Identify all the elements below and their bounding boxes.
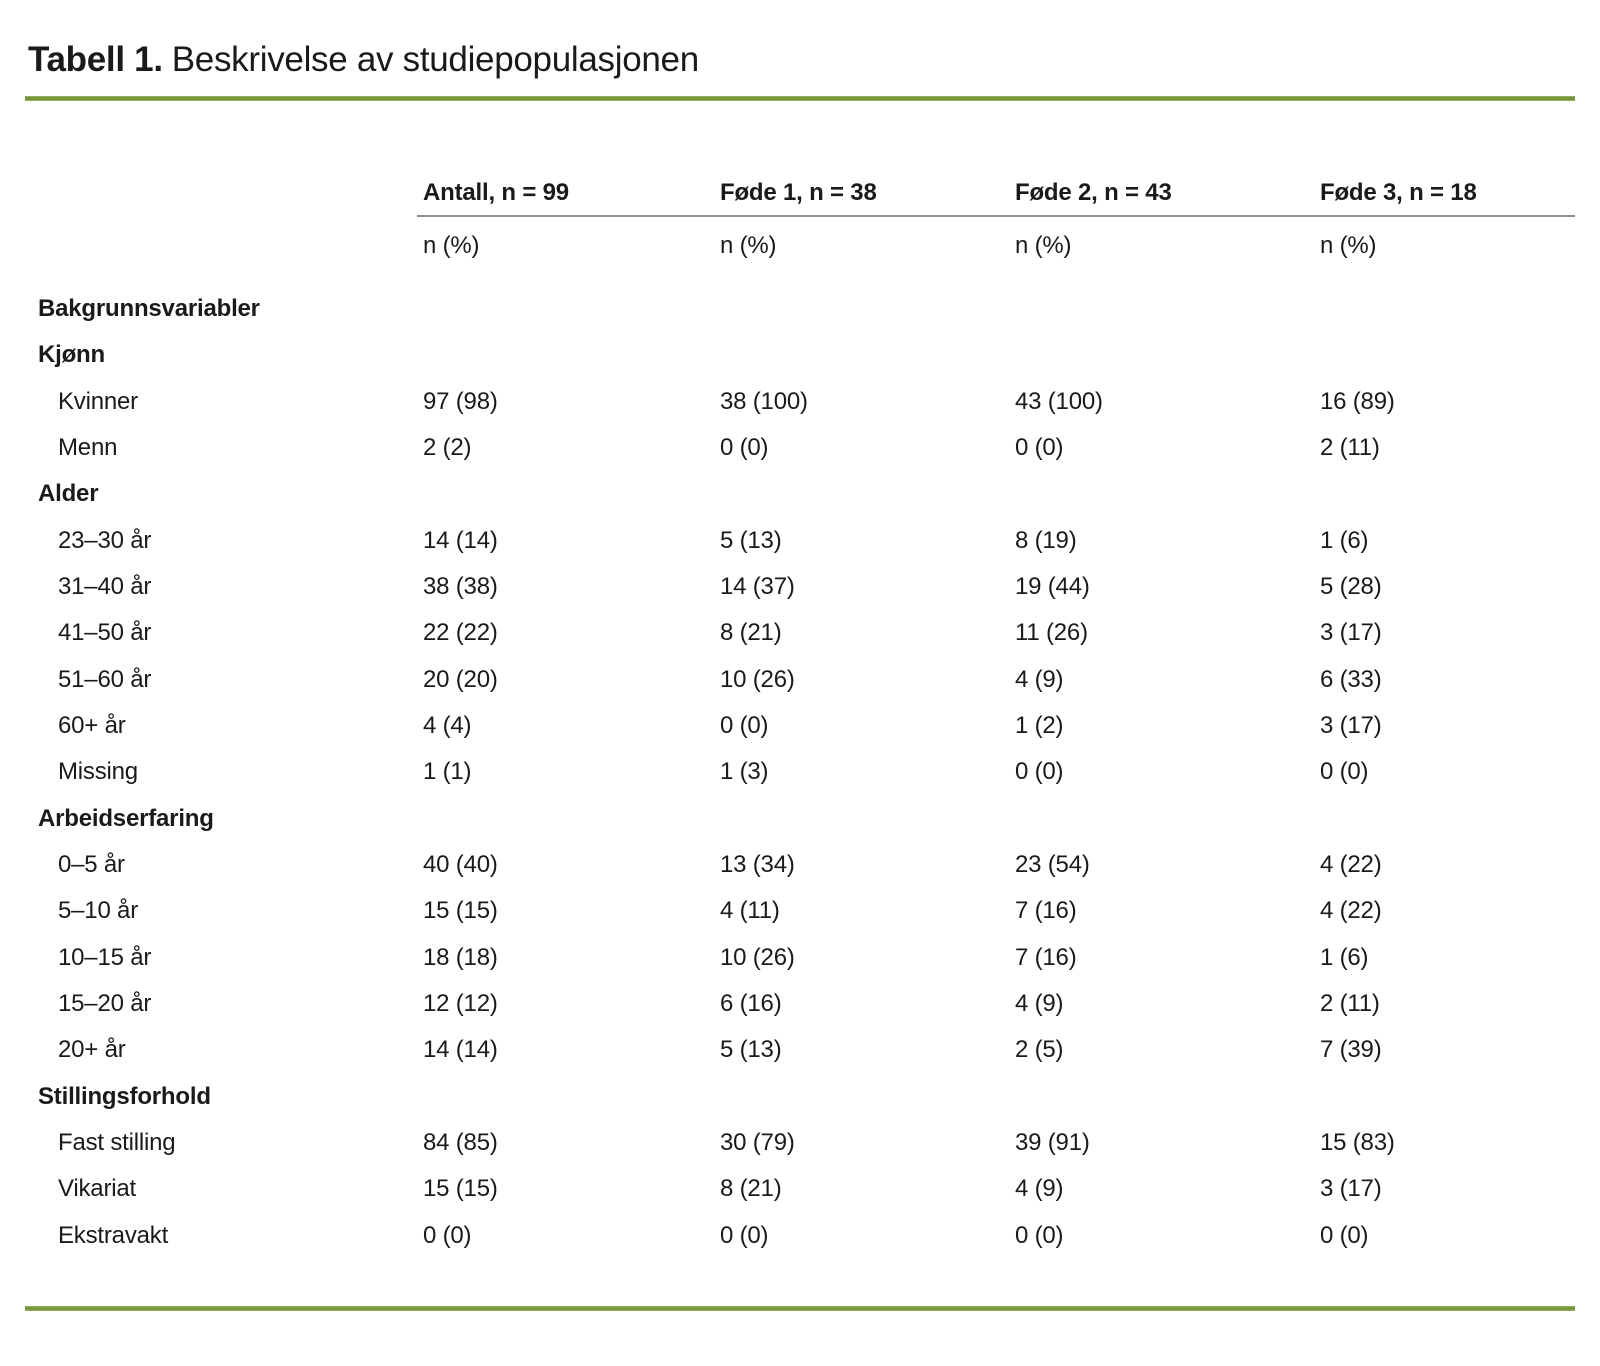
row-label: Menn <box>58 434 118 462</box>
cell-value: 4 (11) <box>720 897 780 925</box>
table-title-text: Beskrivelse av studiepopulasjonen <box>171 40 699 79</box>
cell-value: 15 (15) <box>423 897 498 925</box>
cell-value: 97 (98) <box>423 387 498 415</box>
row-label: Fast stilling <box>58 1129 176 1157</box>
cell-value: 0 (0) <box>1015 758 1064 786</box>
cell-value: 20 (20) <box>423 665 498 693</box>
cell-value: 0 (0) <box>720 434 769 462</box>
cell-value: 38 (38) <box>423 573 498 601</box>
table-row <box>28 332 1575 378</box>
cell-value: 4 (22) <box>1320 851 1382 879</box>
cell-value: 19 (44) <box>1015 573 1090 601</box>
subheader-n-pct-3: n (%) <box>1015 232 1072 259</box>
cell-value: 7 (39) <box>1320 1036 1382 1064</box>
cell-value: 2 (5) <box>1015 1036 1064 1064</box>
cell-value: 0 (0) <box>1015 1221 1064 1249</box>
cell-value: 2 (11) <box>1320 434 1380 462</box>
row-label: Bakgrunnsvariabler <box>38 295 260 323</box>
cell-value: 15 (15) <box>423 1175 498 1203</box>
cell-value: 4 (9) <box>1015 665 1064 693</box>
table-row <box>28 1213 1575 1259</box>
cell-value: 12 (12) <box>423 990 498 1018</box>
cell-value: 0 (0) <box>1015 434 1064 462</box>
row-label: 5–10 år <box>58 897 138 925</box>
row-label: 0–5 år <box>58 851 125 879</box>
cell-value: 3 (17) <box>1320 1175 1382 1203</box>
cell-value: 5 (13) <box>720 1036 782 1064</box>
cell-value: 1 (6) <box>1320 526 1369 554</box>
cell-value: 7 (16) <box>1015 943 1077 971</box>
cell-value: 8 (21) <box>720 619 782 647</box>
row-label: 23–30 år <box>58 526 152 554</box>
row-label: 10–15 år <box>58 943 152 971</box>
cell-value: 10 (26) <box>720 665 795 693</box>
row-label: Ekstravakt <box>58 1221 169 1249</box>
table-row <box>28 286 1575 332</box>
header-fode-1: Føde 1, n = 38 <box>720 179 877 206</box>
cell-value: 15 (83) <box>1320 1129 1395 1157</box>
cell-value: 30 (79) <box>720 1129 795 1157</box>
cell-value: 7 (16) <box>1015 897 1077 925</box>
cell-value: 0 (0) <box>1320 1221 1369 1249</box>
row-label: 20+ år <box>58 1036 126 1064</box>
cell-value: 4 (9) <box>1015 1175 1064 1203</box>
cell-value: 39 (91) <box>1015 1129 1090 1157</box>
table-row <box>28 1166 1575 1212</box>
cell-value: 22 (22) <box>423 619 498 647</box>
cell-value: 6 (16) <box>720 990 782 1018</box>
table-row <box>28 471 1575 517</box>
cell-value: 10 (26) <box>720 943 795 971</box>
table-row <box>28 842 1575 888</box>
row-label: 51–60 år <box>58 665 152 693</box>
cell-value: 43 (100) <box>1015 387 1103 415</box>
cell-value: 2 (11) <box>1320 990 1380 1018</box>
cell-value: 14 (37) <box>720 573 795 601</box>
cell-value: 4 (9) <box>1015 990 1064 1018</box>
cell-value: 3 (17) <box>1320 712 1382 740</box>
table-row <box>28 379 1575 425</box>
row-label: 41–50 år <box>58 619 152 647</box>
cell-value: 5 (28) <box>1320 573 1382 601</box>
header-fode-2: Føde 2, n = 43 <box>1015 179 1172 206</box>
cell-value: 13 (34) <box>720 851 795 879</box>
cell-value: 0 (0) <box>720 1221 769 1249</box>
row-label: 31–40 år <box>58 573 152 601</box>
row-label: Alder <box>38 480 99 508</box>
cell-value: 40 (40) <box>423 851 498 879</box>
study-population-table <box>28 165 1575 1259</box>
subheader-n-pct-1: n (%) <box>423 232 480 259</box>
row-label: 15–20 år <box>58 990 152 1018</box>
table-row <box>28 518 1575 564</box>
table-row <box>28 888 1575 934</box>
cell-value: 16 (89) <box>1320 387 1395 415</box>
cell-value: 1 (6) <box>1320 943 1369 971</box>
subheader-n-pct-2: n (%) <box>720 232 777 259</box>
cell-value: 1 (3) <box>720 758 769 786</box>
table-row <box>28 796 1575 842</box>
table-header-row <box>28 165 1575 215</box>
table-body <box>28 286 1575 1259</box>
top-rule <box>25 96 1575 101</box>
cell-value: 84 (85) <box>423 1129 498 1157</box>
cell-value: 38 (100) <box>720 387 808 415</box>
cell-value: 0 (0) <box>1320 758 1369 786</box>
table-row <box>28 1074 1575 1120</box>
row-label: Vikariat <box>58 1175 136 1203</box>
subheader-n-pct-4: n (%) <box>1320 232 1377 259</box>
cell-value: 1 (2) <box>1015 712 1064 740</box>
cell-value: 5 (13) <box>720 526 782 554</box>
cell-value: 8 (21) <box>720 1175 782 1203</box>
cell-value: 4 (22) <box>1320 897 1382 925</box>
table-subheader-row <box>28 217 1575 275</box>
table-row <box>28 610 1575 656</box>
header-antall: Antall, n = 99 <box>423 179 569 206</box>
cell-value: 14 (14) <box>423 526 498 554</box>
cell-value: 23 (54) <box>1015 851 1090 879</box>
row-label: Kvinner <box>58 387 138 415</box>
row-label: Kjønn <box>38 341 105 369</box>
row-label: Missing <box>58 758 138 786</box>
table-row <box>28 425 1575 471</box>
row-label: Arbeidserfaring <box>38 804 214 832</box>
header-empty-cell <box>28 207 423 215</box>
table-title-prefix: Tabell 1. <box>28 40 163 79</box>
table-title <box>28 40 699 80</box>
cell-value: 0 (0) <box>423 1221 472 1249</box>
row-label: Stillingsforhold <box>38 1082 211 1110</box>
bottom-rule <box>25 1306 1575 1311</box>
cell-value: 18 (18) <box>423 943 498 971</box>
table-body-spacer <box>28 275 1575 286</box>
row-label: 60+ år <box>58 712 126 740</box>
table-row <box>28 935 1575 981</box>
table-row <box>28 703 1575 749</box>
table-row <box>28 564 1575 610</box>
cell-value: 4 (4) <box>423 712 472 740</box>
cell-value: 6 (33) <box>1320 665 1382 693</box>
header-fode-3: Føde 3, n = 18 <box>1320 179 1477 206</box>
cell-value: 1 (1) <box>423 758 472 786</box>
table-row <box>28 981 1575 1027</box>
table-row <box>28 1120 1575 1166</box>
cell-value: 3 (17) <box>1320 619 1382 647</box>
table-row <box>28 657 1575 703</box>
table-row <box>28 749 1575 795</box>
cell-value: 0 (0) <box>720 712 769 740</box>
cell-value: 14 (14) <box>423 1036 498 1064</box>
cell-value: 8 (19) <box>1015 526 1077 554</box>
cell-value: 2 (2) <box>423 434 472 462</box>
table-row <box>28 1027 1575 1073</box>
cell-value: 11 (26) <box>1015 619 1088 647</box>
